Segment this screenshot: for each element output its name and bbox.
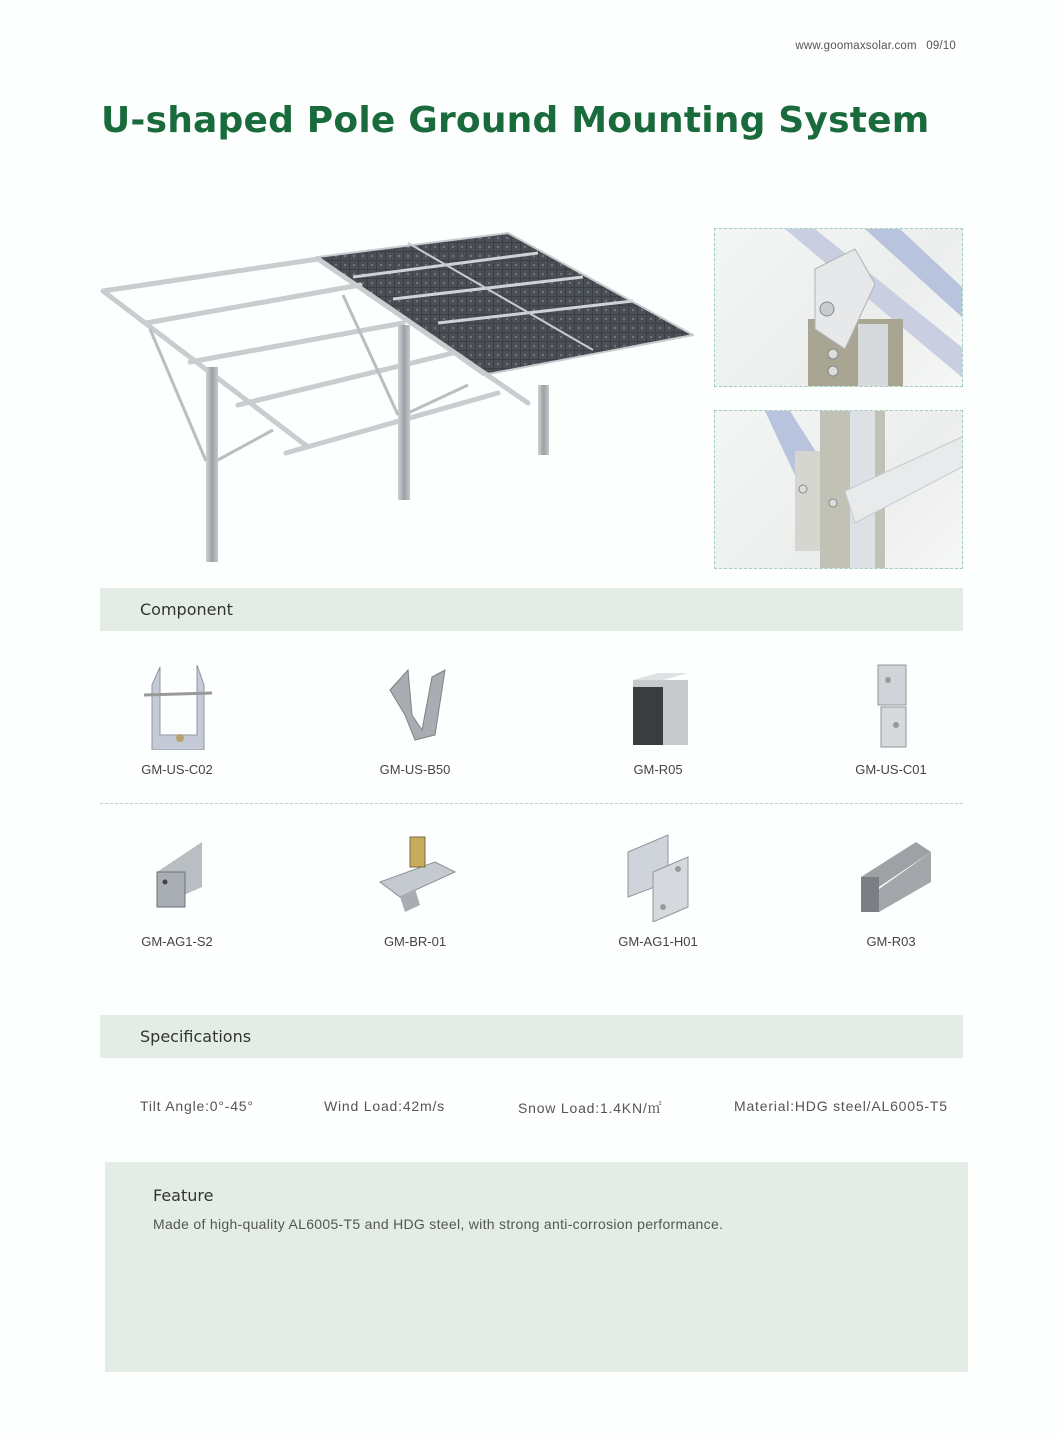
component-code: GM-US-C02 (141, 762, 213, 777)
component-code: GM-US-C01 (855, 762, 927, 777)
component-thumbnail-u-bracket (132, 655, 222, 750)
detail-image-brace-joint (714, 410, 963, 569)
component-section-header (100, 588, 963, 631)
page-header (795, 40, 956, 52)
component-code: GM-AG1-S2 (141, 934, 213, 949)
page-number: 09/10 (926, 40, 956, 52)
spec-snow-load: Snow Load:1.4KN/㎡ (518, 1100, 663, 1116)
component-thumbnail-clamp (370, 827, 460, 922)
component-thumbnail-square-tube (132, 827, 222, 922)
component-item (811, 827, 971, 949)
spec-wind-load: Wind Load:42m/s (324, 1098, 445, 1114)
component-item (578, 655, 738, 777)
component-item (97, 655, 257, 777)
component-code: GM-AG1-H01 (618, 934, 698, 949)
feature-title: Feature (153, 1186, 214, 1205)
specifications-section-header (100, 1015, 963, 1058)
feature-box (105, 1162, 968, 1372)
component-item (335, 655, 495, 777)
component-item (97, 827, 257, 949)
component-thumbnail-h-connector (613, 827, 703, 922)
component-item (335, 827, 495, 949)
feature-text: Made of high-quality AL6005-T5 and HDG steel, with strong anti-corrosion performance. (153, 1216, 724, 1232)
spec-material: Material:HDG steel/AL6005-T5 (734, 1098, 948, 1114)
component-code: GM-R05 (633, 762, 683, 777)
component-item (811, 655, 971, 777)
website-url: www.goomaxsolar.com (795, 40, 917, 52)
hero-image-solar-mount (98, 225, 694, 570)
component-code: GM-BR-01 (383, 934, 447, 949)
detail-image-top-bracket (714, 228, 963, 387)
spec-tilt-angle: Tilt Angle:0°-45° (140, 1098, 254, 1114)
component-code: GM-US-B50 (379, 762, 451, 777)
component-thumbnail-strut-rail (846, 827, 936, 922)
component-thumbnail-rail (613, 655, 703, 750)
component-row-divider (100, 803, 963, 804)
component-thumbnail-pole-connector (846, 655, 936, 750)
page-title: U-shaped Pole Ground Mounting System (101, 100, 930, 141)
component-item (578, 827, 738, 949)
component-code: GM-R03 (866, 934, 916, 949)
component-section-label: Component (140, 600, 233, 619)
specifications-section-label: Specifications (140, 1027, 252, 1046)
component-grid (100, 655, 963, 999)
component-thumbnail-bent-plate (370, 655, 460, 750)
